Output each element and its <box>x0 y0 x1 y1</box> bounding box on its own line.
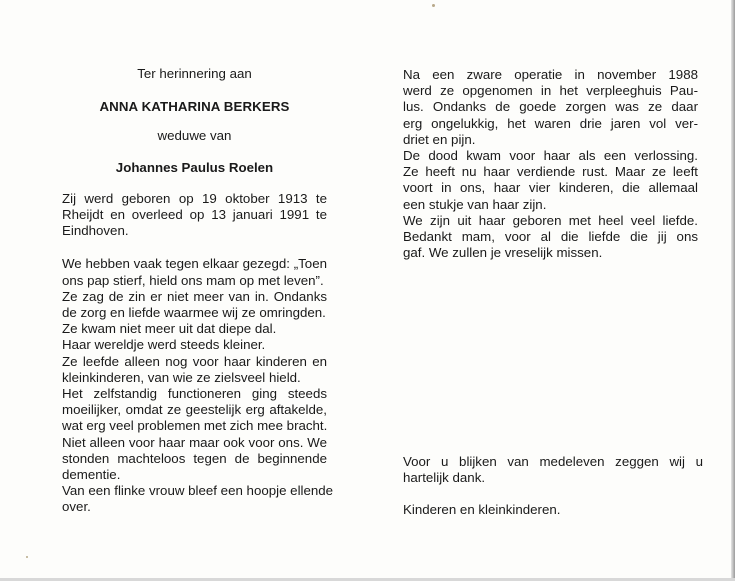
text-line: Van een flinke vrouw bleef een hoopje ellende <box>62 483 334 499</box>
text-line: Haar wereldje werd steeds kleiner. <box>62 337 266 353</box>
thanks-paragraph <box>403 454 703 486</box>
text-line: wat erg veel problemen met zich mee bracht. <box>62 418 328 434</box>
text-line: gaf. We zullen je vreselijk missen. <box>403 245 603 261</box>
text-line: werd ze opgenomen in het verpleeghuis Pau- <box>403 83 698 99</box>
text-line: kleinkinderen, van wie ze zielsveel hield. <box>62 369 301 385</box>
text-line: Ze kwam niet meer uit dat diepe dal. <box>62 321 277 337</box>
text-line: We hebben vaak tegen elkaar gezegd: „Toen <box>62 256 327 272</box>
text-line: moeilijker, omdat ze geestelijk erg aftakelde, <box>62 402 327 418</box>
text-line: Bedankt mam, voor al die liefde die jij ons <box>403 229 698 245</box>
text-line: driet en pijn. <box>403 131 476 147</box>
widow-of-text: weduwe van <box>157 128 232 144</box>
text-line: voort in ons, haar vier kinderen, die allemaal <box>403 180 698 196</box>
text-line: Rheijdt en overleed op 13 januari 1991 te <box>62 207 327 223</box>
signature-line: Kinderen en kleinkinderen. <box>403 502 561 517</box>
text-line: Ze leefde alleen nog voor haar kinderen en <box>62 353 327 369</box>
text-line: Ze zag de zin er niet meer van in. Ondanks <box>62 288 327 304</box>
text-line: een stukje van haar zijn. <box>403 196 547 212</box>
text-line: Ze heeft nu haar verdiende rust. Maar ze leeft <box>403 164 698 180</box>
card-edge-shadow <box>731 0 735 581</box>
text-line: de zorg en liefde waarmee wij ze omringden. <box>62 305 326 321</box>
text-line: De dood kwam voor haar als een verlossing. <box>403 148 698 164</box>
birth-death-paragraph <box>62 191 327 240</box>
text-line: Eindhoven. <box>62 223 129 239</box>
right-page <box>403 67 698 261</box>
text-line: Niet alleen voor haar maar ook voor ons. We <box>62 434 327 450</box>
text-line: Na een zware operatie in november 1988 <box>403 67 698 82</box>
remembrance-paragraph <box>62 256 334 515</box>
text-line: ons pap stierf, hield ons mam op met leven”. <box>62 272 324 288</box>
text-line: lus. Ondanks de goede zorgen was ze daar <box>403 99 698 115</box>
text-line: Zij werd geboren op 19 oktober 1913 te <box>62 190 327 206</box>
spouse-name: Johannes Paulus Roelen <box>115 159 274 175</box>
text-line: Voor u blijken van medeleven zeggen wij u <box>403 454 703 469</box>
paper-speck <box>26 556 28 558</box>
text-line: stonden machteloos tegen de beginnende <box>62 450 327 466</box>
intro-text: Ter herinnering aan <box>137 66 252 81</box>
text-line: We zijn uit haar geboren met heel veel liefde. <box>403 212 698 228</box>
text-line: dementie. <box>62 467 121 483</box>
paper-speck <box>432 4 435 7</box>
text-line: erg ongelukkig, het waren drie jaren vol ver- <box>403 115 698 131</box>
text-line: Het zelfstandig functioneren ging steeds <box>62 386 327 402</box>
deceased-name: ANNA KATHARINA BERKERS <box>99 99 290 115</box>
text-line: over. <box>62 499 91 515</box>
text-line: hartelijk dank. <box>403 470 486 486</box>
left-page <box>62 60 334 516</box>
